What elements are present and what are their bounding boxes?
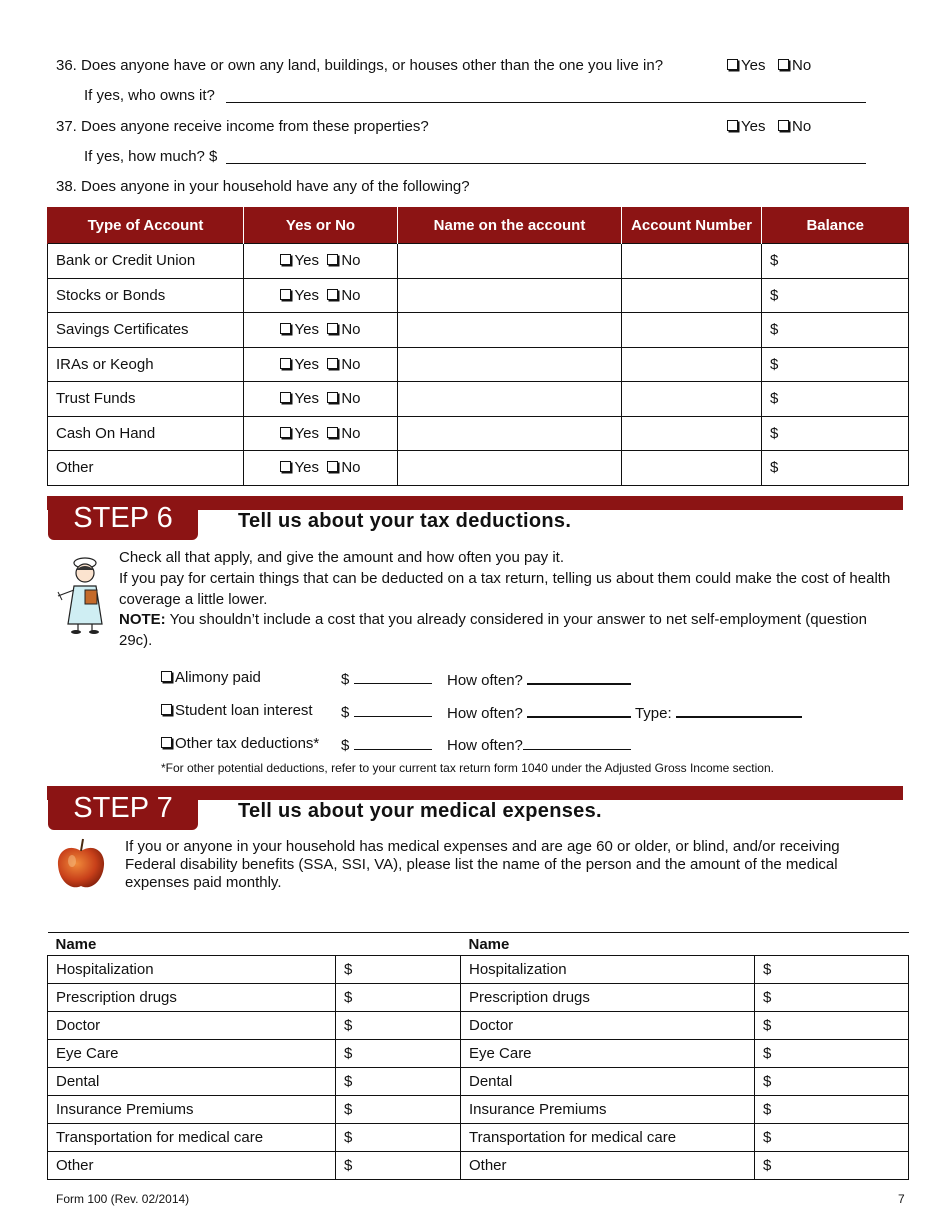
currency-sign: $ (341, 737, 350, 754)
medical-expense-row (461, 1096, 909, 1124)
other-deductions-checkbox[interactable] (161, 737, 172, 748)
account-yes-no (244, 416, 398, 451)
currency-sign: $ (763, 1157, 772, 1174)
yes-label: Yes (294, 355, 319, 373)
step6-note (119, 610, 879, 651)
expense-label: Prescription drugs (461, 984, 755, 1012)
expense-label: Eye Care (48, 1040, 336, 1068)
note-label: NOTE: (119, 611, 166, 628)
account-type: Savings Certificates (48, 313, 244, 348)
no-label: No (341, 252, 361, 270)
expense-label: Doctor (48, 1012, 336, 1040)
other-deductions-label: Other tax deductions* (175, 735, 320, 752)
medical-expense-row (48, 1012, 461, 1040)
currency-sign: $ (341, 671, 350, 688)
step6-title: Tell us about your tax deductions. (238, 510, 572, 532)
q36-no-checkbox[interactable] (778, 59, 789, 70)
no-label: No (341, 321, 361, 339)
account-number-cell[interactable] (622, 416, 762, 451)
account-type: Stocks or Bonds (48, 278, 244, 313)
account-row (48, 244, 909, 279)
q37-yes-checkbox[interactable] (727, 120, 738, 131)
account-number-cell[interactable] (622, 382, 762, 417)
q37-amount-field[interactable] (226, 147, 866, 164)
q37-no-label: No (792, 118, 812, 135)
alimony-frequency (447, 669, 631, 689)
account-number-cell[interactable] (622, 313, 762, 348)
account-balance-cell[interactable] (762, 347, 909, 382)
account-name-cell[interactable] (398, 313, 622, 348)
yes-label: Yes (294, 321, 319, 339)
expense-label: Dental (461, 1068, 755, 1096)
account-no-checkbox[interactable] (327, 461, 338, 472)
accounts-header-row (48, 207, 909, 244)
currency-sign: $ (344, 1073, 353, 1090)
other-deductions-amount (341, 735, 432, 754)
question-36: 36. Does anyone have or own any land, buildings, or houses other than the one you live in? (56, 57, 664, 74)
doctor-illustration-icon (54, 556, 112, 634)
expense-amount-cell[interactable] (755, 1096, 909, 1124)
medical-name-header[interactable]: Name (461, 933, 909, 956)
q36-yes-checkbox[interactable] (727, 59, 738, 70)
account-no-checkbox[interactable] (327, 392, 338, 403)
expense-amount-cell[interactable] (755, 1068, 909, 1096)
expense-label: Eye Care (461, 1040, 755, 1068)
yes-label: Yes (294, 252, 319, 270)
currency-sign: $ (344, 1157, 353, 1174)
expense-amount-cell[interactable] (336, 984, 461, 1012)
account-number-cell[interactable] (622, 347, 762, 382)
account-yes-checkbox[interactable] (280, 254, 291, 265)
account-balance-cell[interactable] (762, 244, 909, 279)
account-balance-cell[interactable] (762, 313, 909, 348)
student-loan-label: Student loan interest (175, 702, 313, 719)
account-yes-no (244, 451, 398, 486)
expense-amount-cell[interactable] (755, 1012, 909, 1040)
medical-name-row (48, 933, 461, 956)
student-loan-amount-field[interactable] (354, 702, 432, 717)
currency-sign: $ (763, 1073, 772, 1090)
medical-expense-row (461, 1152, 909, 1180)
account-balance-cell[interactable] (762, 382, 909, 417)
expense-label: Other (461, 1152, 755, 1180)
page-number: 7 (898, 1192, 905, 1206)
currency-sign: $ (344, 1129, 353, 1146)
alimony-label: Alimony paid (175, 669, 261, 686)
currency-sign: $ (763, 1101, 772, 1118)
q37-no-checkbox[interactable] (778, 120, 789, 131)
step7-title: Tell us about your medical expenses. (238, 800, 602, 822)
expense-amount-cell[interactable] (755, 1124, 909, 1152)
account-type: Bank or Credit Union (48, 244, 244, 279)
how-often-label: How often? (447, 705, 523, 722)
note-text: You shouldn’t include a cost that you already considered in your answer to net self-employment (question 29c). (119, 611, 867, 649)
expense-amount-cell[interactable] (755, 984, 909, 1012)
account-type: Cash On Hand (48, 416, 244, 451)
medical-expense-row (48, 1040, 461, 1068)
medical-name-header[interactable]: Name (48, 933, 461, 956)
no-label: No (341, 459, 361, 477)
step6-tab: STEP 6 (48, 496, 198, 540)
no-label: No (341, 286, 361, 304)
header-balance: Balance (762, 207, 909, 244)
question-38: 38. Does anyone in your household have any of the following? (56, 178, 470, 195)
currency-sign: $ (344, 1017, 353, 1034)
currency-sign: $ (770, 459, 779, 477)
step7-intro: If you or anyone in your household has medical expenses and are age 60 or older, or blind, and/or receiving Federal disability benefits (SSA, SSI, VA), please list the name of the person and the amount of the medical expenses paid monthly. (125, 838, 840, 891)
yes-label: Yes (294, 459, 319, 477)
medical-expense-row (461, 984, 909, 1012)
medical-expense-row (48, 1096, 461, 1124)
currency-sign: $ (763, 1017, 772, 1034)
no-label: No (341, 390, 361, 408)
q37-options (727, 118, 811, 135)
account-row (48, 278, 909, 313)
step7-tab: STEP 7 (48, 786, 198, 830)
account-yes-checkbox[interactable] (280, 392, 291, 403)
accounts-table (47, 207, 909, 486)
medical-expense-row (461, 956, 909, 984)
apple-icon (55, 837, 107, 891)
account-type: Trust Funds (48, 382, 244, 417)
other-deductions-amount-field[interactable] (354, 735, 432, 750)
expense-label: Transportation for medical care (48, 1124, 336, 1152)
expense-label: Hospitalization (48, 956, 336, 984)
expense-label: Doctor (461, 1012, 755, 1040)
alimony-amount-field[interactable] (354, 669, 432, 684)
currency-sign: $ (344, 961, 353, 978)
header-type: Type of Account (48, 207, 244, 244)
account-name-cell[interactable] (398, 451, 622, 486)
how-often-label: How often? (447, 672, 523, 689)
expense-label: Hospitalization (461, 956, 755, 984)
deduction-student-loan (161, 702, 313, 719)
medical-expense-row (48, 956, 461, 984)
expense-label: Insurance Premiums (461, 1096, 755, 1124)
account-name-cell[interactable] (398, 347, 622, 382)
account-yes-no (244, 382, 398, 417)
account-no-checkbox[interactable] (327, 358, 338, 369)
account-name-cell[interactable] (398, 416, 622, 451)
expense-amount-cell[interactable] (336, 1012, 461, 1040)
yes-label: Yes (294, 286, 319, 304)
header-account-number: Account Number (622, 207, 762, 244)
expense-label: Prescription drugs (48, 984, 336, 1012)
account-no-checkbox[interactable] (327, 323, 338, 334)
alimony-amount (341, 669, 432, 688)
q37-yes-label: Yes (741, 118, 766, 135)
expense-amount-cell[interactable] (755, 956, 909, 984)
currency-sign: $ (344, 989, 353, 1006)
account-balance-cell[interactable] (762, 451, 909, 486)
expense-amount-cell[interactable] (336, 1152, 461, 1180)
step6-intro-1: Check all that apply, and give the amount and how often you pay it. (119, 549, 565, 566)
account-balance-cell[interactable] (762, 278, 909, 313)
other-deductions-frequency-field[interactable] (523, 735, 631, 750)
deduction-other (161, 735, 319, 752)
currency-sign: $ (763, 989, 772, 1006)
student-loan-frequency-field[interactable] (527, 702, 631, 718)
no-label: No (341, 424, 361, 442)
account-name-cell[interactable] (398, 382, 622, 417)
header-yes-no: Yes or No (244, 207, 398, 244)
account-number-cell[interactable] (622, 451, 762, 486)
alimony-frequency-field[interactable] (527, 669, 631, 685)
medical-table-1 (47, 932, 461, 1180)
yes-label: Yes (294, 390, 319, 408)
medical-name-row (461, 933, 909, 956)
form-number: Form 100 (Rev. 02/2014) (56, 1192, 190, 1206)
student-loan-amount (341, 702, 432, 721)
currency-sign: $ (770, 252, 779, 270)
expense-amount-cell[interactable] (755, 1040, 909, 1068)
student-loan-checkbox[interactable] (161, 704, 172, 715)
account-row (48, 451, 909, 486)
q36-yes-label: Yes (741, 57, 766, 74)
currency-sign: $ (770, 286, 779, 304)
header-name: Name on the account (398, 207, 622, 244)
expense-amount-cell[interactable] (755, 1152, 909, 1180)
currency-sign: $ (344, 1045, 353, 1062)
currency-sign: $ (770, 355, 779, 373)
account-yes-checkbox[interactable] (280, 461, 291, 472)
account-name-cell[interactable] (398, 244, 622, 279)
account-name-cell[interactable] (398, 278, 622, 313)
account-number-cell[interactable] (622, 244, 762, 279)
currency-sign: $ (770, 424, 779, 442)
account-number-cell[interactable] (622, 278, 762, 313)
deduction-alimony (161, 669, 261, 686)
q36-no-label: No (792, 57, 812, 74)
medical-expense-row (48, 1152, 461, 1180)
deductions-footnote: *For other potential deductions, refer to your current tax return form 1040 under the Adjusted Gross Income section. (161, 761, 774, 775)
account-yes-no (244, 244, 398, 279)
account-type: Other (48, 451, 244, 486)
student-loan-frequency (447, 702, 802, 722)
account-yes-checkbox[interactable] (280, 323, 291, 334)
account-row (48, 347, 909, 382)
medical-expense-row (48, 984, 461, 1012)
medical-expense-row (461, 1012, 909, 1040)
expense-amount-cell[interactable] (336, 1068, 461, 1096)
currency-sign: $ (763, 1045, 772, 1062)
account-yes-checkbox[interactable] (280, 289, 291, 300)
account-yes-checkbox[interactable] (280, 358, 291, 369)
currency-sign: $ (763, 1129, 772, 1146)
account-yes-no (244, 347, 398, 382)
account-row (48, 313, 909, 348)
type-label: Type: (634, 705, 672, 722)
account-balance-cell[interactable] (762, 416, 909, 451)
how-often-label: How often? (447, 737, 523, 754)
medical-expense-row (461, 1040, 909, 1068)
expense-amount-cell[interactable] (336, 1040, 461, 1068)
medical-table-2 (460, 932, 909, 1180)
account-no-checkbox[interactable] (327, 254, 338, 265)
account-yes-no (244, 313, 398, 348)
question-37: 37. Does anyone receive income from these properties? (56, 118, 429, 135)
expense-label: Dental (48, 1068, 336, 1096)
account-row (48, 382, 909, 417)
other-deductions-frequency (447, 735, 631, 754)
q36-followup-label: If yes, who owns it? (84, 87, 215, 104)
expense-amount-cell[interactable] (336, 1096, 461, 1124)
yes-label: Yes (294, 424, 319, 442)
currency-sign: $ (341, 704, 350, 721)
account-type: IRAs or Keogh (48, 347, 244, 382)
account-row (48, 416, 909, 451)
expense-label: Transportation for medical care (461, 1124, 755, 1152)
account-yes-checkbox[interactable] (280, 427, 291, 438)
account-no-checkbox[interactable] (327, 289, 338, 300)
step6-intro-2: If you pay for certain things that can be deducted on a tax return, telling us about them could make the cost of health coverage a little lower. (119, 570, 891, 608)
account-yes-no (244, 278, 398, 313)
medical-expense-row (461, 1068, 909, 1096)
expense-label: Insurance Premiums (48, 1096, 336, 1124)
currency-sign: $ (763, 961, 772, 978)
currency-sign: $ (770, 321, 779, 339)
q36-options (727, 57, 811, 74)
student-loan-type-field[interactable] (676, 702, 802, 718)
expense-label: Other (48, 1152, 336, 1180)
account-no-checkbox[interactable] (327, 427, 338, 438)
medical-expense-row (48, 1068, 461, 1096)
expense-amount-cell[interactable] (336, 956, 461, 984)
no-label: No (341, 355, 361, 373)
medical-expense-row (48, 1124, 461, 1152)
medical-expense-row (461, 1124, 909, 1152)
expense-amount-cell[interactable] (336, 1124, 461, 1152)
currency-sign: $ (344, 1101, 353, 1118)
currency-sign: $ (770, 390, 779, 408)
alimony-checkbox[interactable] (161, 671, 172, 682)
q37-followup-label: If yes, how much? $ (84, 148, 218, 165)
q36-owner-field[interactable] (226, 86, 866, 103)
